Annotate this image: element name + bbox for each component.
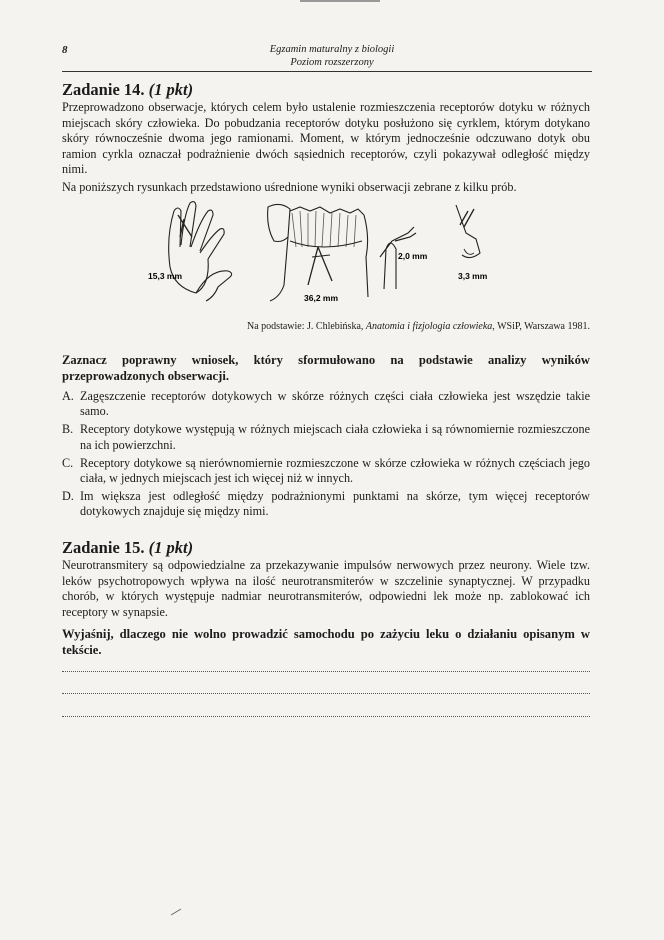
task14-options [62, 389, 590, 523]
option-text: Receptory dotykowe występują w różnych miejscach ciała człowieka i są równomiernie rozmieszczone na ich powierzchni. [80, 422, 590, 452]
answer-line-1[interactable] [62, 670, 590, 672]
source-suffix: , WSiP, Warszawa 1981. [492, 321, 590, 332]
option-letter: B. [62, 422, 74, 437]
task15-number: Zadanie 15. [62, 538, 145, 557]
neck-drawing [268, 204, 368, 301]
option-c[interactable] [62, 456, 590, 486]
scan-edge-line [300, 0, 380, 2]
source-prefix: Na podstawie: J. Chlebińska, [247, 321, 366, 332]
task14-intro2: Na poniższych rysunkach przedstawiono uśrednione wyniki obserwacji zebrane z kilku prób. [62, 180, 517, 194]
hand-label: 15,3 mm [148, 271, 183, 281]
hand-drawing [169, 202, 232, 301]
option-text: Zagęszczenie receptorów dotykowych w skórze różnych części ciała człowieka jest wszędzie takie samo. [80, 389, 590, 419]
header-rule [62, 71, 592, 72]
option-a[interactable] [62, 389, 590, 419]
task14-number: Zadanie 14. [62, 80, 145, 99]
receptor-figure [140, 197, 520, 312]
neck-label: 36,2 mm [304, 293, 339, 303]
header-exam-title: Egzamin maturalny z biologii [269, 44, 395, 55]
option-text: Im większa jest odległość między podrażnionymi punktami na skórze, tym więcej receptorów dotykowych znajduje się między nimi. [80, 489, 590, 519]
task15-intro: Neurotransmitery są odpowiedzialne za przekazywanie impulsów nerwowych przez neurony. Wiele tzw. leków psychotropowych wpływa na ilość neurotransmiterów w szczelinie synaptycznej. W przypadku chorób, w których występuje nadmiar neurotransmiterów, odpowiedni lek może np. zablokować ich receptory w synapsie. [62, 558, 590, 619]
option-d[interactable] [62, 489, 590, 519]
option-letter: C. [62, 455, 74, 470]
task15-title [62, 538, 193, 558]
option-letter: A. [62, 389, 74, 403]
answer-line-3[interactable] [62, 715, 590, 717]
figure-source [247, 321, 590, 332]
stray-pen-mark [170, 908, 182, 916]
nose-drawing [456, 205, 480, 258]
page-number: 8 [62, 44, 68, 56]
nose-label: 3,3 mm [458, 271, 488, 281]
task14-intro: Przeprowadzono obserwacje, których celem było ustalenie rozmieszczenia receptorów dotyku w różnych miejscach skóry człowieka. Do pobudzania receptorów dotyku posłużono się cyrklem, którym dotykano skóry równocześnie dwoma jego ramionami. Moment, w którym jednocześnie odczuwano dotyk obu ramion cyrkla oznaczał podrażnienie dwóch sąsiednich receptorów, czyli pokazywał odległość między nimi. [62, 100, 590, 177]
task14-instruction: Zaznacz poprawny wniosek, który sformułowano na podstawie analizy wyników przeprowadzonych obserwacji. [62, 353, 590, 383]
task14-points: (1 pkt) [148, 80, 194, 99]
answer-line-2[interactable] [62, 692, 590, 694]
source-title: Anatomia i fizjologia człowieka [365, 321, 493, 332]
task15-instruction: Wyjaśnij, dlaczego nie wolno prowadzić samochodu po zażyciu leku o działaniu opisanym w tekście. [62, 627, 590, 657]
task15-points: (1 pkt) [148, 538, 194, 557]
option-letter: D. [62, 489, 74, 504]
task14-title [62, 80, 193, 100]
option-text: Receptory dotykowe są nierównomiernie rozmieszczone w skórze człowieka w różnych częściach jego ciała, w jednych miejscach jest ich więcej niż w innych. [80, 455, 590, 486]
header-level: Poziom rozszerzony [290, 57, 374, 68]
finger-label: 2,0 mm [398, 251, 428, 261]
option-b[interactable] [62, 422, 590, 452]
